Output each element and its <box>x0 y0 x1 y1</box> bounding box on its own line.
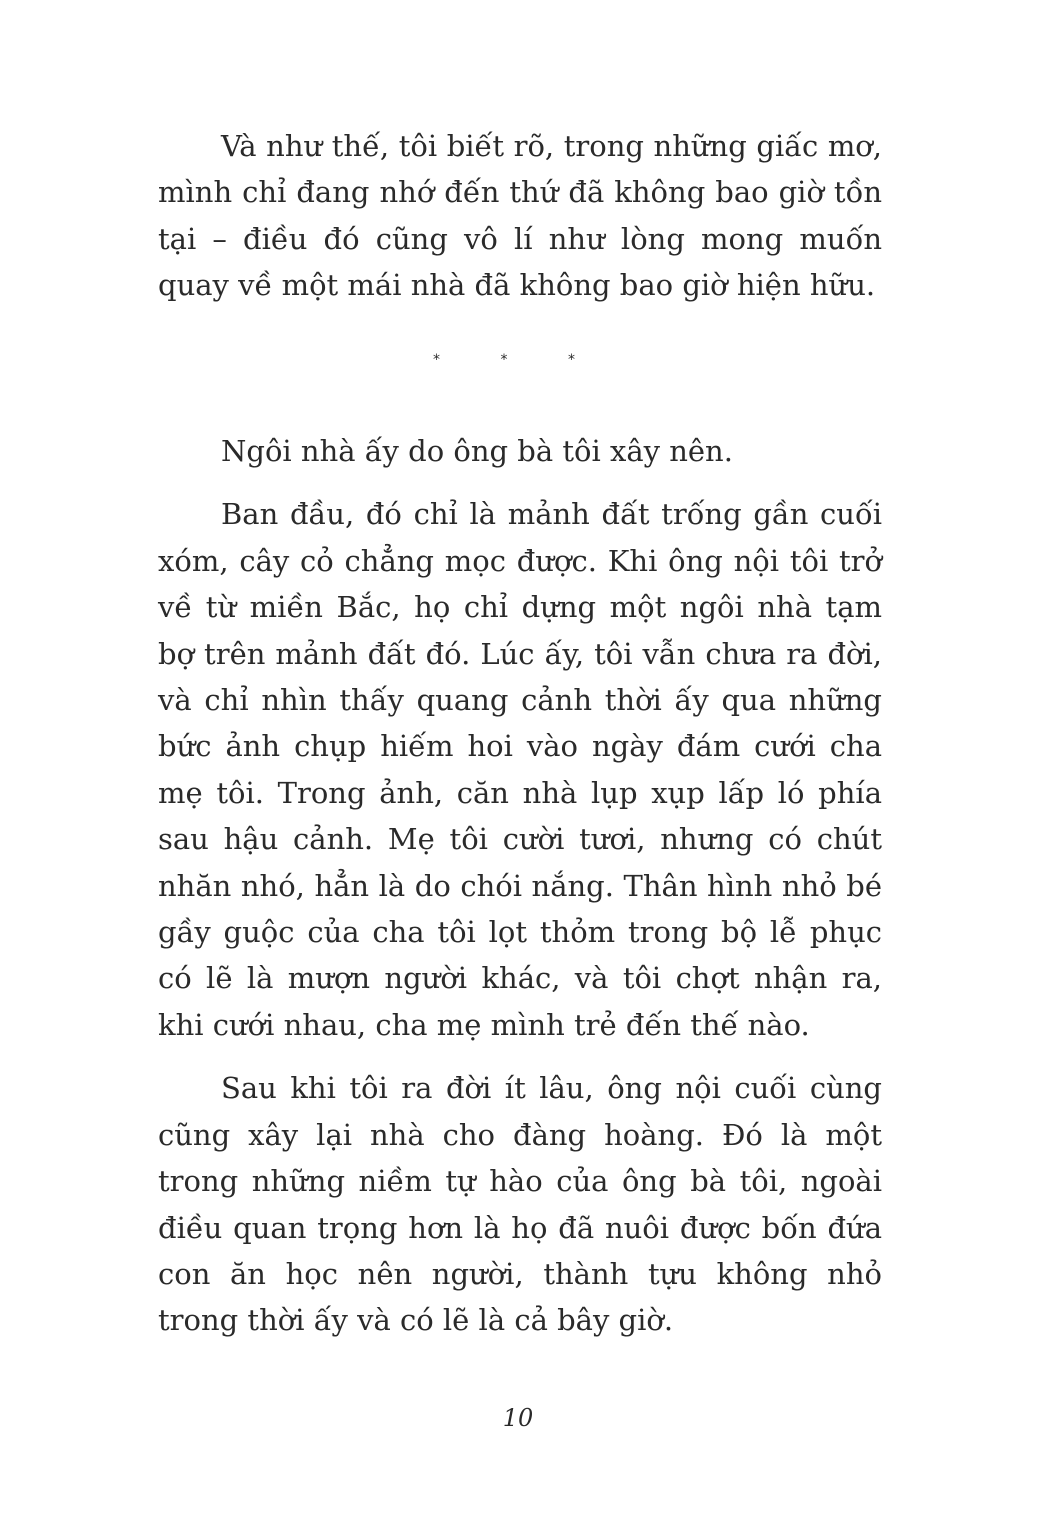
section-break: * * * <box>433 352 603 368</box>
paragraph-rebuilt-house: Sau khi tôi ra đời ít lâu, ông nội cuối cùng cũng xây lại nhà cho đàng hoàng. Đó là một trong những niềm tự hào của ông bà tôi, ngoài điều quan trọng hơn là họ đã nuôi được bốn đứa con ăn học nên người, thành tựu không nhỏ trong thời ấy và có lẽ là cả bây giờ. <box>158 1071 882 1338</box>
text-section-main <box>158 428 882 1344</box>
paragraph-wedding-photo: Ban đầu, đó chỉ là mảnh đất trống gần cuối xóm, cây cỏ chẳng mọc được. Khi ông nội tôi trở về từ miền Bắc, họ chỉ dựng một ngôi nhà tạm bợ trên mảnh đất đó. Lúc ấy, tôi vẫn chưa ra đời, và chỉ nhìn thấy quang cảnh thời ấy qua những bức ảnh chụp hiếm hoi vào ngày đám cưới cha mẹ tôi. Trong ảnh, căn nhà lụp xụp lấp ló phía sau hậu cảnh. Mẹ tôi cười tươi, nhưng có chút nhăn nhó, hẳn là do chói nắng. Thân hình nhỏ bé gầy guộc của cha tôi lọt thỏm trong bộ lễ phục có lẽ là mượn người khác, và tôi chợt nhận ra, khi cưới nhau, cha mẹ mình trẻ đến thế nào. <box>158 497 882 1042</box>
page-number: 10 <box>502 1404 534 1432</box>
paragraph-before-break: Và như thế, tôi biết rõ, trong những giấc mơ, mình chỉ đang nhớ đến thứ đã không bao giờ tồn tại – điều đó cũng vô lí như lòng mong muốn quay về một mái nhà đã không bao giờ hiện hữu. <box>158 129 882 303</box>
paragraph-house-built: Ngôi nhà ấy do ông bà tôi xây nên. <box>221 434 733 468</box>
text-section-opening <box>158 123 882 309</box>
